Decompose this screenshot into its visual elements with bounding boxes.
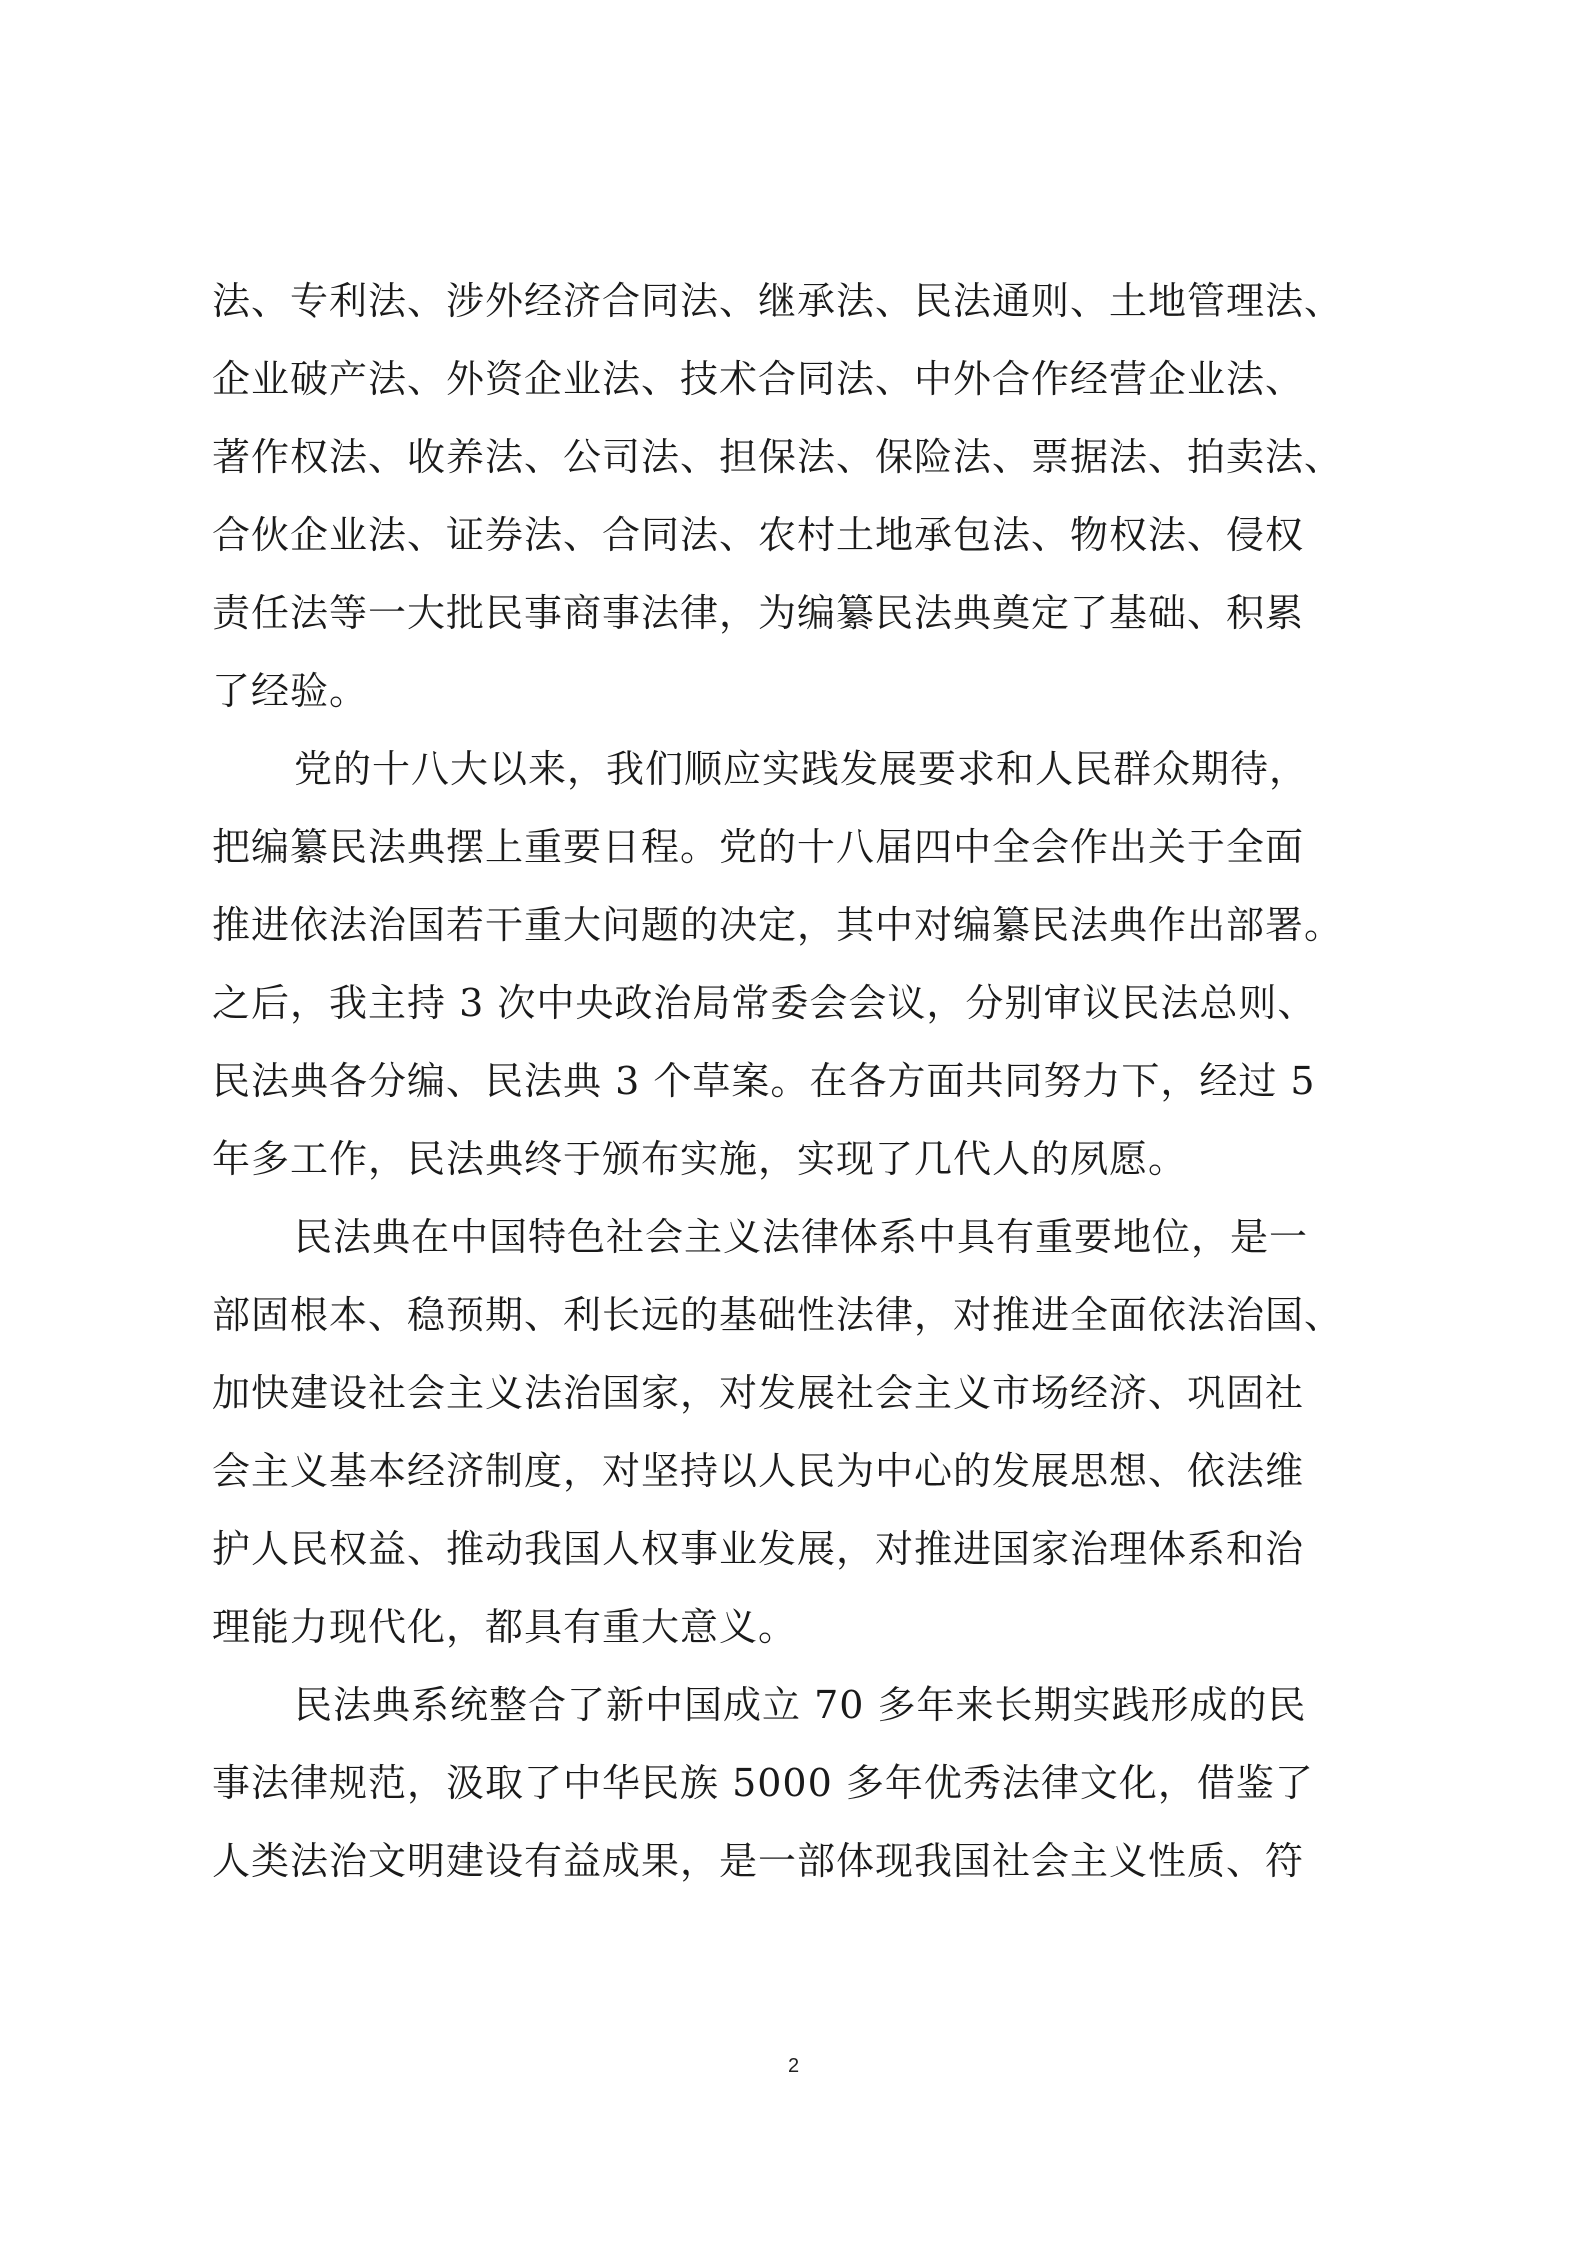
- text-line: 法、专利法、涉外经济合同法、继承法、民法通则、土地管理法、: [212, 279, 1344, 323]
- text-line: 人类法治文明建设有益成果，是一部体现我国社会主义性质、符: [212, 1839, 1305, 1883]
- text-line: 合伙企业法、证券法、合同法、农村土地承包法、物权法、侵权: [212, 513, 1305, 557]
- text-line: 理能力现代化，都具有重大意义。: [212, 1605, 798, 1649]
- paragraph-first-line: 民法典在中国特色社会主义法律体系中具有重要地位，是一: [294, 1215, 1309, 1259]
- text-line: 年多工作，民法典终于颁布实施，实现了几代人的夙愿。: [212, 1137, 1188, 1181]
- text-line: 事法律规范，汲取了中华民族 5000 多年优秀法律文化，借鉴了: [212, 1761, 1314, 1805]
- text-line: 护人民权益、推动我国人权事业发展，对推进国家治理体系和治: [212, 1527, 1305, 1571]
- text-line: 部固根本、稳预期、利长远的基础性法律，对推进全面依法治国、: [212, 1293, 1344, 1337]
- text-line: 之后，我主持 3 次中央政治局常委会会议，分别审议民法总则、: [212, 981, 1317, 1025]
- text-line: 把编纂民法典摆上重要日程。党的十八届四中全会作出关于全面: [212, 825, 1305, 869]
- page-number: 2: [787, 2055, 800, 2077]
- text-line: 推进依法治国若干重大问题的决定，其中对编纂民法典作出部署。: [212, 903, 1344, 947]
- text-line: 民法典各分编、民法典 3 个草案。在各方面共同努力下，经过 5: [212, 1059, 1316, 1103]
- text-line: 了经验。: [212, 669, 369, 713]
- text-line: 企业破产法、外资企业法、技术合同法、中外合作经营企业法、: [212, 357, 1305, 401]
- paragraph-first-line: 民法典系统整合了新中国成立 70 多年来长期实践形成的民: [294, 1683, 1307, 1727]
- paragraph-first-line: 党的十八大以来，我们顺应实践发展要求和人民群众期待，: [294, 747, 1309, 791]
- text-line: 会主义基本经济制度，对坚持以人民为中心的发展思想、依法维: [212, 1449, 1305, 1493]
- text-line: 加快建设社会主义法治国家，对发展社会主义市场经济、巩固社: [212, 1371, 1305, 1415]
- body-text: [212, 262, 1392, 1900]
- text-line: 著作权法、收养法、公司法、担保法、保险法、票据法、拍卖法、: [212, 435, 1344, 479]
- text-line: 责任法等一大批民事商事法律，为编纂民法典奠定了基础、积累: [212, 591, 1305, 635]
